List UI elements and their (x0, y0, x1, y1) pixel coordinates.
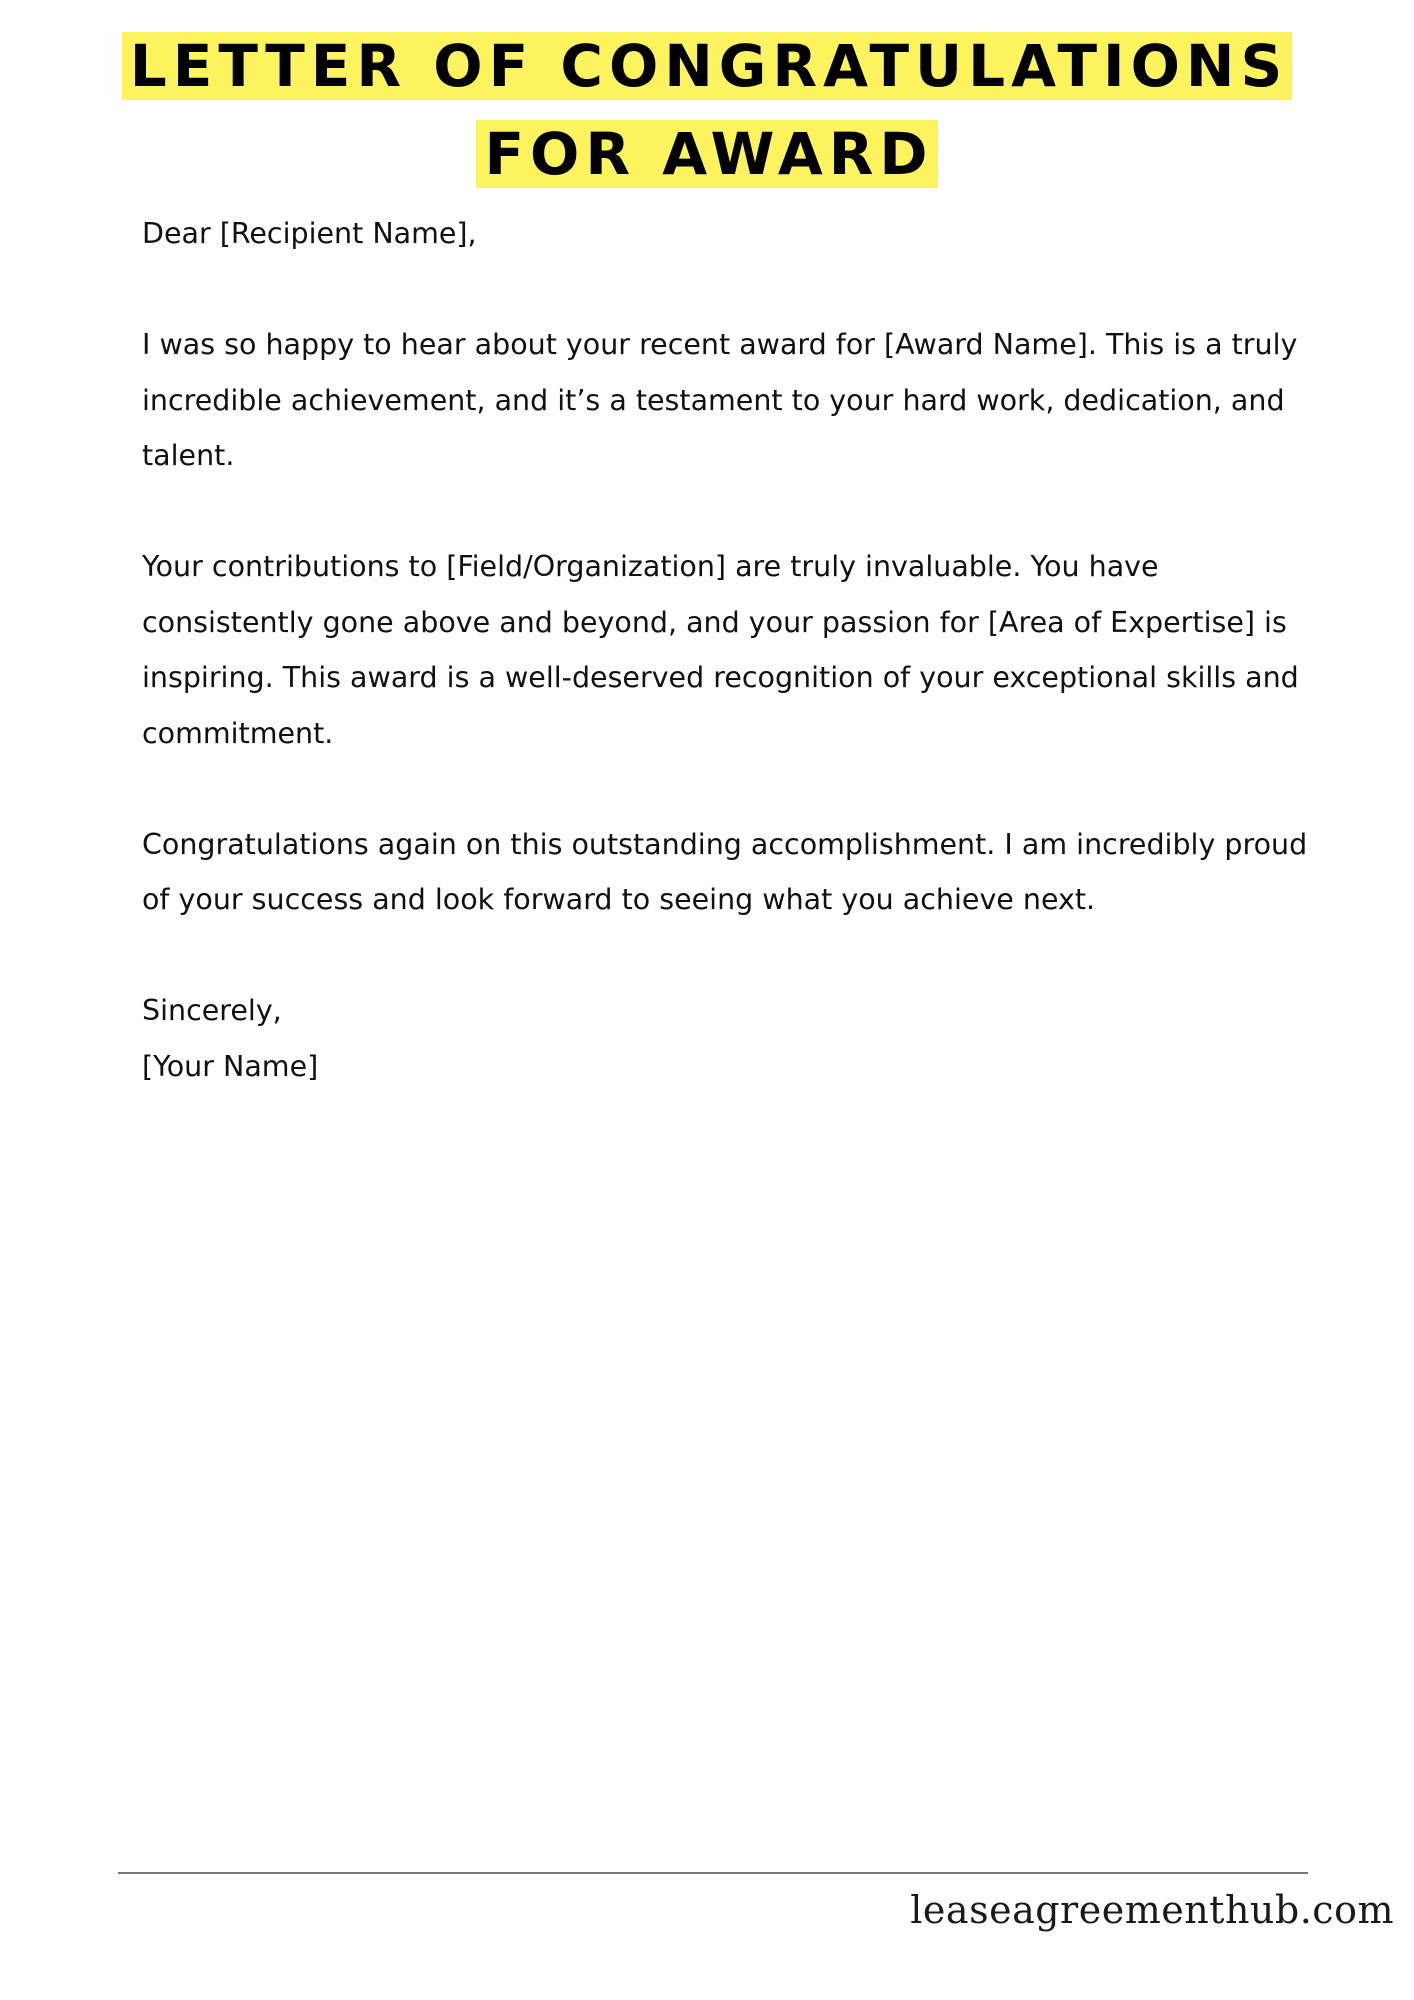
paragraph-congratulations: Congratulations again on this outstanding accomplishment. I am incredibly proud of your success and look forward to seeing what you achieve next. (142, 827, 1308, 916)
footer-website: leaseagreementhub.com (910, 1888, 1394, 1932)
salutation: Dear [Recipient Name], (142, 217, 477, 250)
signature: [Your Name] (142, 1049, 319, 1083)
title-line-2: FOR AWARD (476, 120, 937, 188)
closing: Sincerely, (142, 994, 282, 1027)
letter-body (142, 206, 1332, 1094)
footer-divider (118, 1872, 1308, 1874)
paragraph-contributions: Your contributions to [Field/Organization] are truly invaluable. You have consistently gone above and beyond, and your passion for [Area of Expertise] is inspiring. This award is a well-deserved recognition of your exceptional skills and commitment. (142, 550, 1299, 750)
paragraph-award: I was so happy to hear about your recent award for [Award Name]. This is a truly incredible achievement, and it’s a testament to your hard work, dedication, and talent. (142, 328, 1298, 472)
title-line-1: LETTER OF CONGRATULATIONS (122, 32, 1292, 100)
page-title (0, 22, 1414, 198)
